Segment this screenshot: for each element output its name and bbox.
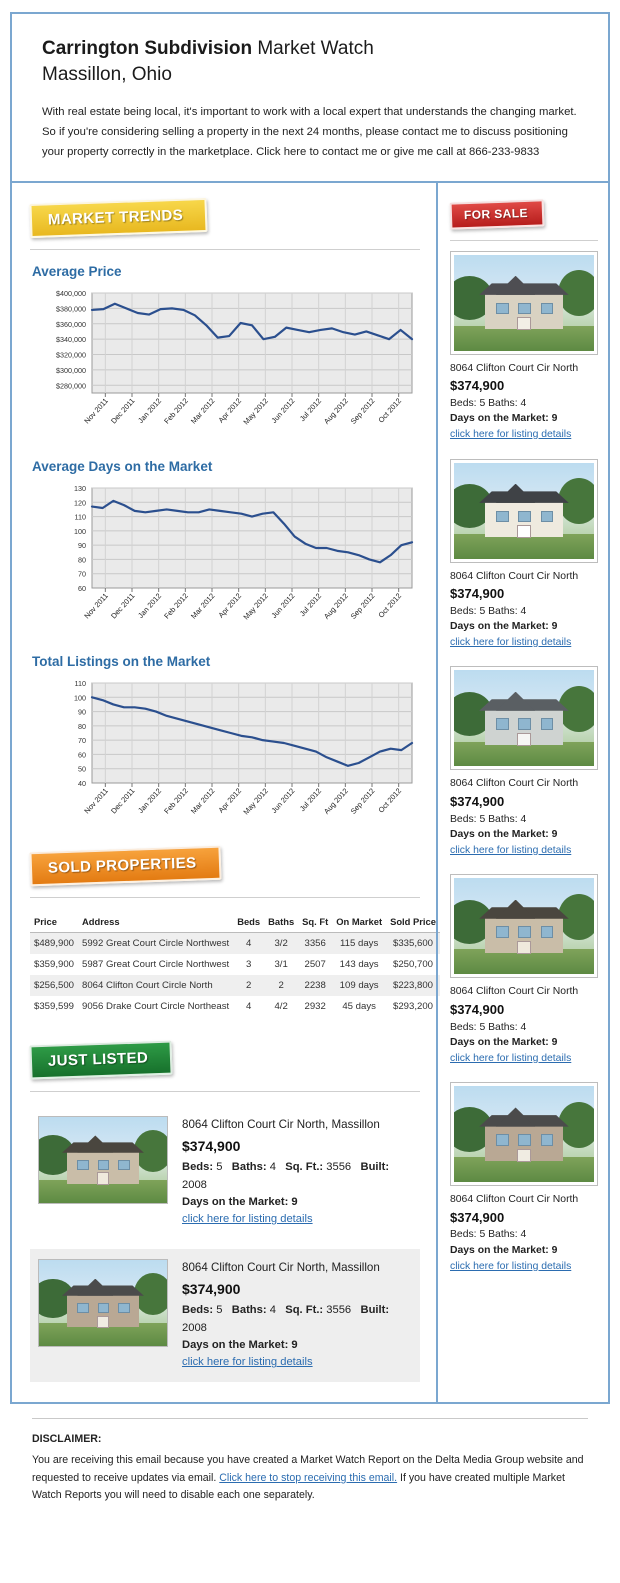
listing-details-link[interactable]: click here for listing details bbox=[450, 844, 572, 856]
house-photo bbox=[454, 878, 594, 974]
disclaimer-text-1: You are receiving this email because you have created a Market Watch Report on the Delta Media Group website and requested to receive updates via email. bbox=[32, 1454, 584, 1484]
property-price: $374,900 bbox=[450, 1209, 505, 1225]
property-price: $374,900 bbox=[450, 794, 505, 810]
svg-text:100: 100 bbox=[74, 526, 86, 536]
disclaimer bbox=[10, 1404, 610, 1527]
property-photo-frame[interactable] bbox=[450, 874, 598, 978]
property-address: 8064 Clifton Court Cir North bbox=[450, 778, 579, 790]
property-meta bbox=[450, 569, 598, 651]
property-price: $374,900 bbox=[450, 1002, 505, 1017]
svg-text:60: 60 bbox=[78, 750, 86, 760]
cell-beds: 4 bbox=[245, 1000, 252, 1012]
svg-text:110: 110 bbox=[74, 678, 86, 688]
chart-title-total-listings: Total Listings on the Market bbox=[32, 653, 211, 669]
just-listed-banner: JUST LISTED bbox=[29, 1040, 172, 1079]
cell-price: $256,500 bbox=[30, 975, 78, 996]
for-sale-card bbox=[450, 666, 598, 858]
listing-details-link[interactable]: click here for listing details bbox=[182, 1356, 313, 1369]
svg-text:Sep 2012: Sep 2012 bbox=[348, 590, 377, 621]
built-label: Built: bbox=[360, 1161, 390, 1174]
svg-text:$400,000: $400,000 bbox=[56, 288, 86, 298]
svg-text:120: 120 bbox=[74, 497, 86, 507]
cell-sold-price: $335,600 bbox=[386, 932, 440, 954]
cell-sqft: 2507 bbox=[304, 958, 326, 970]
avg-days-svg bbox=[30, 482, 420, 632]
for-sale-card bbox=[450, 251, 598, 443]
sold-properties-banner: SOLD PROPERTIES bbox=[29, 845, 221, 886]
svg-text:80: 80 bbox=[78, 721, 86, 731]
cell-on-market: 45 days bbox=[342, 1000, 376, 1012]
svg-text:Aug 2012: Aug 2012 bbox=[321, 395, 350, 426]
for-sale-banner: FOR SALE bbox=[450, 199, 545, 229]
svg-text:Mar 2012: Mar 2012 bbox=[188, 590, 217, 621]
built-value: 2008 bbox=[182, 1178, 207, 1191]
for-sale-column bbox=[436, 183, 608, 1402]
cell-address: 5987 Great Court Circle Northwest bbox=[82, 958, 230, 970]
svg-text:Dec 2011: Dec 2011 bbox=[108, 785, 137, 816]
baths-label: Baths: bbox=[231, 1304, 267, 1317]
cell-sold-price: $293,200 bbox=[393, 1000, 434, 1012]
svg-text:70: 70 bbox=[78, 569, 86, 579]
svg-text:Nov 2011: Nov 2011 bbox=[82, 590, 110, 621]
svg-text:Jul 2012: Jul 2012 bbox=[297, 590, 324, 618]
beds-label: Beds: bbox=[182, 1304, 214, 1317]
svg-text:Jun 2012: Jun 2012 bbox=[269, 785, 297, 815]
property-photo bbox=[454, 255, 594, 351]
intro-paragraph: With real estate being local, it's important to work with a local expert that understands the changing market. So if you're considering selling a property in the next 24 months, please contact me to discuss positioning your property correctly in the marketplace. Click here to contact me or give me call at 866-233-9833 bbox=[42, 106, 577, 158]
property-price: $374,900 bbox=[450, 378, 505, 394]
svg-text:May 2012: May 2012 bbox=[241, 395, 270, 427]
svg-text:$320,000: $320,000 bbox=[56, 350, 86, 360]
chart-canvas-total-listings bbox=[30, 677, 420, 827]
baths-value: 4 bbox=[269, 1304, 276, 1317]
svg-text:60: 60 bbox=[78, 583, 86, 593]
col-address: Address bbox=[78, 912, 233, 933]
baths-value: 4 bbox=[269, 1161, 276, 1174]
listing-details-link[interactable]: click here for listing details bbox=[182, 1213, 313, 1226]
house-photo bbox=[454, 463, 594, 559]
divider bbox=[30, 897, 420, 898]
cell-baths: 2 bbox=[264, 975, 298, 996]
cell-baths: 3/2 bbox=[264, 932, 298, 954]
cell-price: $489,900 bbox=[30, 932, 78, 954]
chart-total-listings bbox=[30, 654, 420, 827]
divider bbox=[30, 1091, 420, 1092]
for-sale-list bbox=[450, 251, 598, 1275]
svg-text:90: 90 bbox=[78, 540, 86, 550]
svg-text:130: 130 bbox=[74, 483, 86, 493]
svg-text:Mar 2012: Mar 2012 bbox=[188, 395, 217, 426]
svg-text:Oct 2012: Oct 2012 bbox=[376, 590, 404, 620]
property-photo-frame[interactable] bbox=[450, 459, 598, 563]
svg-text:Nov 2011: Nov 2011 bbox=[82, 785, 110, 816]
cell-beds: 3 bbox=[245, 958, 252, 970]
listing-days-on-market: Days on the Market: 9 bbox=[182, 1195, 298, 1208]
listing-details-link[interactable]: click here for listing details bbox=[450, 428, 572, 440]
chart-title-average-price: Average Price bbox=[32, 263, 122, 279]
for-sale-banner-wrap bbox=[450, 201, 598, 232]
report-body bbox=[12, 183, 608, 1402]
table-row bbox=[30, 996, 440, 1017]
chart-title-avg-days: Average Days on the Market bbox=[32, 458, 213, 474]
listing-specs bbox=[182, 1159, 412, 1194]
cell-price: $359,900 bbox=[34, 958, 75, 970]
divider bbox=[30, 249, 420, 250]
property-photo bbox=[454, 1086, 594, 1182]
house-photo bbox=[454, 255, 594, 351]
cell-baths: 3/1 bbox=[274, 958, 288, 970]
svg-text:Oct 2012: Oct 2012 bbox=[376, 395, 404, 425]
page-title-bold: Carrington Subdivision bbox=[42, 38, 253, 59]
disclaimer-text bbox=[32, 1452, 588, 1504]
cell-beds: 4 bbox=[233, 932, 264, 954]
svg-text:Feb 2012: Feb 2012 bbox=[162, 785, 190, 816]
col-price: Price bbox=[30, 912, 78, 933]
svg-text:90: 90 bbox=[78, 707, 86, 717]
for-sale-card bbox=[450, 1082, 598, 1274]
col-on-market: On Market bbox=[332, 912, 386, 933]
property-meta bbox=[450, 776, 598, 858]
page-title-rest: Market Watch bbox=[252, 38, 374, 59]
house-photo bbox=[454, 1086, 594, 1182]
property-address: 8064 Clifton Court Cir North bbox=[450, 1194, 579, 1206]
disclaimer-text-2: If you have created multiple Market Watch Reports you will need to disable each one separately. bbox=[32, 1471, 565, 1502]
list-item bbox=[30, 1106, 420, 1239]
property-thumbnail[interactable] bbox=[38, 1259, 168, 1347]
beds-value: 5 bbox=[216, 1161, 223, 1174]
col-sold-price: Sold Price bbox=[386, 912, 440, 933]
svg-text:May 2012: May 2012 bbox=[241, 785, 270, 817]
cell-address: 9056 Drake Court Circle Northeast bbox=[82, 1000, 230, 1012]
listing-price: $374,900 bbox=[182, 1280, 241, 1297]
svg-text:Jul 2012: Jul 2012 bbox=[297, 395, 324, 423]
svg-text:Dec 2011: Dec 2011 bbox=[108, 590, 137, 621]
chart-canvas-average-price bbox=[30, 287, 420, 437]
property-days-on-market: Days on the Market: 9 bbox=[450, 1037, 558, 1049]
col-baths: Baths bbox=[264, 912, 298, 933]
listing-info bbox=[168, 1259, 412, 1372]
cell-address: 5992 Great Court Circle Northwest bbox=[78, 932, 233, 954]
property-beds-baths: Beds: 5 Baths: 4 bbox=[450, 397, 527, 409]
svg-text:Sep 2012: Sep 2012 bbox=[348, 395, 377, 426]
property-address: 8064 Clifton Court Cir North bbox=[450, 986, 579, 998]
property-price: $374,900 bbox=[450, 586, 505, 602]
property-days-on-market: Days on the Market: 9 bbox=[450, 413, 558, 425]
svg-text:Nov 2011: Nov 2011 bbox=[82, 395, 110, 426]
market-trends-banner-wrap bbox=[30, 201, 420, 239]
property-photo bbox=[454, 670, 594, 766]
property-days-on-market: Days on the Market: 9 bbox=[450, 1245, 558, 1257]
page-title bbox=[42, 36, 578, 87]
cell-sqft: 3356 bbox=[298, 932, 332, 954]
svg-text:Jun 2012: Jun 2012 bbox=[269, 590, 297, 620]
cell-on-market: 143 days bbox=[339, 958, 379, 970]
svg-text:Feb 2012: Feb 2012 bbox=[162, 395, 190, 426]
sqft-label: Sq. Ft.: bbox=[285, 1161, 324, 1174]
cell-on-market: 109 days bbox=[332, 975, 386, 996]
report-header bbox=[12, 14, 608, 183]
list-item bbox=[30, 1249, 420, 1382]
cell-on-market: 115 days bbox=[332, 932, 386, 954]
sqft-value: 3556 bbox=[326, 1161, 352, 1174]
report-frame bbox=[10, 12, 610, 1404]
total-listings-svg bbox=[30, 677, 420, 827]
sold-properties-table bbox=[30, 912, 440, 1017]
cell-sold-price: $250,700 bbox=[393, 958, 434, 970]
chart-canvas-avg-days bbox=[30, 482, 420, 632]
beds-value: 5 bbox=[216, 1304, 223, 1317]
cell-sqft: 2238 bbox=[298, 975, 332, 996]
table-row bbox=[30, 932, 440, 954]
svg-text:Jun 2012: Jun 2012 bbox=[269, 395, 297, 425]
listing-info bbox=[168, 1116, 412, 1229]
svg-text:Jan 2012: Jan 2012 bbox=[136, 590, 164, 620]
chart-average-price bbox=[30, 264, 420, 437]
just-listed-list bbox=[30, 1106, 420, 1382]
svg-text:Apr 2012: Apr 2012 bbox=[216, 590, 244, 620]
svg-text:Mar 2012: Mar 2012 bbox=[188, 785, 217, 816]
sold-table-body bbox=[30, 932, 440, 1017]
disclaimer-divider bbox=[32, 1418, 588, 1419]
table-row bbox=[30, 975, 440, 996]
property-days-on-market: Days on the Market: 9 bbox=[450, 829, 558, 841]
table-header-row bbox=[30, 912, 440, 933]
listing-address: 8064 Clifton Court Cir North, Massillon bbox=[182, 1260, 380, 1274]
listing-price: $374,900 bbox=[182, 1137, 241, 1154]
house-photo bbox=[39, 1260, 167, 1346]
for-sale-card bbox=[450, 459, 598, 651]
house-photo bbox=[39, 1117, 167, 1203]
cell-beds: 2 bbox=[233, 975, 264, 996]
property-address: 8064 Clifton Court Cir North bbox=[450, 362, 579, 374]
sqft-value: 3556 bbox=[326, 1304, 352, 1317]
property-photo-frame[interactable] bbox=[450, 1082, 598, 1186]
listing-details-link[interactable]: click here for listing details bbox=[450, 1052, 572, 1064]
svg-text:Feb 2012: Feb 2012 bbox=[162, 590, 190, 621]
divider bbox=[450, 240, 598, 241]
svg-text:Jul 2012: Jul 2012 bbox=[297, 785, 324, 813]
average-price-svg bbox=[30, 287, 420, 437]
cell-address: 8064 Clifton Court Circle North bbox=[78, 975, 233, 996]
unsubscribe-link[interactable]: Click here to stop receiving this email. bbox=[219, 1471, 398, 1484]
svg-text:$360,000: $360,000 bbox=[56, 319, 86, 329]
svg-text:Apr 2012: Apr 2012 bbox=[216, 785, 244, 815]
svg-text:Aug 2012: Aug 2012 bbox=[321, 785, 350, 816]
svg-text:$340,000: $340,000 bbox=[56, 334, 86, 344]
svg-text:Dec 2011: Dec 2011 bbox=[108, 395, 137, 426]
baths-label: Baths: bbox=[231, 1161, 267, 1174]
cell-price: $359,599 bbox=[34, 1000, 75, 1012]
property-beds-baths: Beds: 5 Baths: 4 bbox=[450, 1021, 527, 1033]
disclaimer-title: DISCLAIMER: bbox=[32, 1432, 102, 1445]
property-beds-baths: Beds: 5 Baths: 4 bbox=[450, 605, 527, 617]
listing-details-link[interactable]: click here for listing details bbox=[450, 1260, 572, 1272]
market-trends-banner: MARKET TRENDS bbox=[29, 197, 207, 237]
svg-text:40: 40 bbox=[78, 778, 86, 788]
property-meta bbox=[450, 1192, 598, 1274]
svg-text:50: 50 bbox=[78, 764, 86, 774]
svg-text:Aug 2012: Aug 2012 bbox=[321, 590, 350, 621]
property-photo-frame[interactable] bbox=[450, 666, 598, 770]
svg-text:70: 70 bbox=[78, 735, 86, 745]
property-beds-baths: Beds: 5 Baths: 4 bbox=[450, 813, 527, 825]
svg-text:100: 100 bbox=[74, 692, 86, 702]
svg-text:Jan 2012: Jan 2012 bbox=[136, 395, 164, 425]
property-address: 8064 Clifton Court Cir North bbox=[450, 570, 579, 582]
beds-label: Beds: bbox=[182, 1161, 214, 1174]
svg-text:May 2012: May 2012 bbox=[241, 590, 270, 622]
for-sale-card bbox=[450, 874, 598, 1066]
svg-text:Sep 2012: Sep 2012 bbox=[348, 785, 377, 816]
property-days-on-market: Days on the Market: 9 bbox=[450, 621, 558, 633]
listing-address: 8064 Clifton Court Cir North, Massillon bbox=[182, 1117, 380, 1131]
sold-properties-banner-wrap bbox=[30, 849, 420, 887]
sqft-label: Sq. Ft.: bbox=[285, 1304, 324, 1317]
svg-text:Oct 2012: Oct 2012 bbox=[376, 785, 404, 815]
property-photo bbox=[454, 878, 594, 974]
cell-baths: 4/2 bbox=[274, 1000, 288, 1012]
col-beds: Beds bbox=[233, 912, 264, 933]
table-row bbox=[30, 954, 440, 975]
svg-text:80: 80 bbox=[78, 555, 86, 565]
property-thumbnail[interactable] bbox=[38, 1116, 168, 1204]
svg-text:110: 110 bbox=[74, 512, 86, 522]
property-meta bbox=[450, 361, 598, 443]
property-photo-frame[interactable] bbox=[450, 251, 598, 355]
cell-sqft: 2932 bbox=[304, 1000, 326, 1012]
listing-days-on-market: Days on the Market: 9 bbox=[182, 1339, 298, 1352]
property-meta bbox=[450, 984, 598, 1066]
svg-text:Apr 2012: Apr 2012 bbox=[216, 395, 244, 425]
svg-text:$280,000: $280,000 bbox=[56, 380, 86, 390]
left-column bbox=[12, 183, 436, 1402]
house-photo bbox=[454, 670, 594, 766]
cell-sold-price: $223,800 bbox=[386, 975, 440, 996]
col-sqft: Sq. Ft bbox=[298, 912, 332, 933]
svg-text:$380,000: $380,000 bbox=[56, 303, 86, 313]
built-value: 2008 bbox=[182, 1321, 207, 1334]
just-listed-banner-wrap bbox=[30, 1043, 420, 1081]
property-beds-baths: Beds: 5 Baths: 4 bbox=[450, 1229, 527, 1241]
built-label: Built: bbox=[360, 1304, 390, 1317]
svg-text:Jan 2012: Jan 2012 bbox=[136, 785, 164, 815]
listing-specs bbox=[182, 1302, 412, 1337]
listing-details-link[interactable]: click here for listing details bbox=[450, 636, 572, 648]
chart-avg-days-on-market bbox=[30, 459, 420, 632]
property-photo bbox=[454, 463, 594, 559]
page-subtitle: Massillon, Ohio bbox=[42, 63, 172, 85]
svg-text:$300,000: $300,000 bbox=[56, 365, 86, 375]
